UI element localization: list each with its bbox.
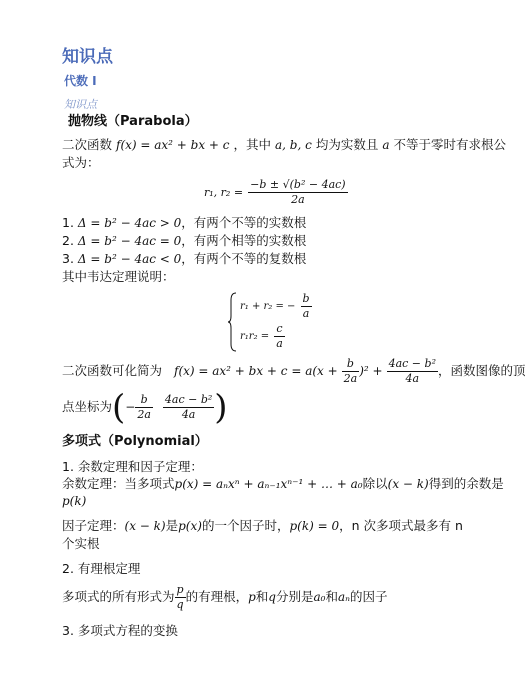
case-1-condition: Δ = b² − 4ac > 0 bbox=[77, 216, 182, 230]
vertex-y-fraction bbox=[163, 393, 214, 422]
simplify-fraction-b bbox=[342, 357, 360, 386]
factor-text-2: 是 bbox=[165, 518, 179, 533]
right-paren-icon: ) bbox=[214, 387, 228, 428]
vertex-minus: − bbox=[125, 400, 136, 414]
case-3-label: 3. bbox=[62, 251, 74, 266]
roots-formula bbox=[204, 178, 348, 207]
rational-text-1: 多项式的所有形式为 bbox=[62, 589, 175, 604]
simplify-b-num: b bbox=[342, 357, 360, 372]
vieta-sum-fraction bbox=[301, 292, 312, 321]
factor-px: p(x) bbox=[178, 519, 202, 533]
simplify-text-1: 二次函数可化简为 bbox=[62, 363, 163, 378]
vieta-system bbox=[228, 292, 310, 352]
rational-an: aₙ bbox=[337, 590, 350, 604]
simplify-b-den: 2a bbox=[343, 372, 358, 385]
quadratic-function: f(x) = ax² + bx + c bbox=[116, 138, 230, 152]
rational-root-line bbox=[62, 582, 388, 612]
section-heading-parabola: 抛物线（Parabola） bbox=[68, 114, 198, 129]
factor-text-1: 因子定理： bbox=[62, 518, 125, 533]
factor-pk: p(k) = 0 bbox=[289, 519, 340, 533]
vertex-x-num: b bbox=[135, 393, 153, 408]
intro-text-line2: 式为： bbox=[62, 155, 100, 170]
remainder-text-1: 余数定理：当多项式 bbox=[62, 476, 175, 491]
factor-line2: 个实根 bbox=[62, 536, 100, 551]
rational-fraction bbox=[175, 583, 186, 612]
case-1-label: 1. bbox=[62, 215, 74, 230]
coefficient-a: a bbox=[382, 138, 390, 152]
factor-text-3: 的一个因子时， bbox=[201, 518, 290, 533]
roots-fraction bbox=[248, 178, 347, 207]
simplify-formula-c: )² + bbox=[359, 364, 383, 378]
parabola-intro-line1 bbox=[62, 136, 506, 154]
vieta-product-den: a bbox=[276, 337, 283, 350]
rational-text-4: 分别是 bbox=[275, 589, 314, 604]
vertex-line bbox=[62, 387, 228, 428]
remainder-value bbox=[62, 492, 86, 510]
remainder-text-3: 得到的余数是 bbox=[428, 476, 504, 491]
intro-text-2: ，其中 bbox=[233, 137, 272, 152]
roots-lhs: r₁, r₂ = bbox=[204, 186, 244, 199]
vieta-product-num: c bbox=[274, 322, 285, 337]
rational-text-2: 的有理根， bbox=[185, 589, 249, 604]
vieta-sum bbox=[240, 292, 312, 321]
remainder-pk: p(k) bbox=[62, 494, 87, 508]
remainder-theorem-line1 bbox=[62, 475, 504, 493]
roots-numerator: −b ± √(b² − 4ac) bbox=[250, 178, 346, 191]
rational-p: p bbox=[176, 583, 184, 596]
factor-xk: (x − k) bbox=[124, 519, 166, 533]
poly-item-1: 1. 余数定理和因子定理： bbox=[62, 459, 203, 474]
intro-text-1: 二次函数 bbox=[62, 137, 113, 152]
case-2-label: 2. bbox=[62, 233, 74, 248]
factor-text-4: ，n 次多项式最多有 n bbox=[339, 518, 463, 533]
case-1 bbox=[62, 214, 306, 232]
coefficients: a, b, c bbox=[275, 138, 312, 152]
simplify-line bbox=[62, 356, 526, 386]
vertex-y-den: 4a bbox=[181, 408, 196, 421]
remainder-divisor: (x − k) bbox=[387, 477, 429, 491]
vieta-product bbox=[240, 322, 285, 351]
case-1-text: ，有两个不等的实数根 bbox=[181, 215, 307, 230]
case-2 bbox=[62, 232, 306, 250]
caption-heading: 知识点 bbox=[64, 98, 97, 111]
vieta-product-fraction bbox=[274, 322, 285, 351]
section-heading-polynomial: 多项式（Polynomial） bbox=[62, 434, 208, 449]
vieta-sum-num: b bbox=[302, 292, 310, 305]
vertex-intro: 点坐标为 bbox=[62, 399, 113, 414]
simplify-formula-a: f(x) = ax² + bx + c = a(x + bbox=[174, 364, 338, 378]
case-3-text: ，有两个不等的复数根 bbox=[181, 251, 307, 266]
simplify-fraction-d bbox=[387, 357, 438, 386]
rational-text-5: 和 bbox=[325, 589, 338, 604]
rational-p2: p bbox=[248, 590, 256, 604]
vertex-x-fraction bbox=[135, 393, 153, 422]
simplify-text-2: ，函数图像的顶 bbox=[437, 363, 526, 378]
rational-text-3: 和 bbox=[255, 589, 269, 604]
sub-heading: 代数 I bbox=[64, 74, 97, 88]
intro-text-3: 均为实数且 bbox=[315, 137, 379, 152]
poly-item-3: 3. 多项式方程的变换 bbox=[62, 623, 178, 638]
roots-denominator: 2a bbox=[291, 193, 305, 206]
rational-q2: q bbox=[268, 590, 276, 604]
left-brace-icon bbox=[228, 292, 238, 352]
poly-item-2: 2. 有理根定理 bbox=[62, 561, 141, 576]
vieta-sum-den: a bbox=[302, 307, 310, 320]
case-2-text: ，有两个相等的实数根 bbox=[181, 233, 307, 248]
vieta-sum-lhs: r₁ + r₂ = − bbox=[240, 301, 296, 312]
vertex-x-den: 2a bbox=[137, 408, 151, 421]
case-3-condition: Δ = b² − 4ac < 0 bbox=[77, 252, 182, 266]
simplify-d-den: 4a bbox=[405, 372, 420, 385]
vieta-intro: 其中韦达定理说明： bbox=[62, 269, 175, 284]
rational-a0: a₀ bbox=[313, 590, 326, 604]
factor-theorem-line1 bbox=[62, 517, 463, 535]
vertex-y-num: 4ac − b² bbox=[164, 393, 213, 406]
intro-text-4: 不等于零时有求根公 bbox=[393, 137, 506, 152]
rational-text-6: 的因子 bbox=[350, 589, 388, 604]
remainder-text-2: 除以 bbox=[362, 476, 388, 491]
simplify-d-num: 4ac − b² bbox=[388, 357, 436, 370]
case-2-condition: Δ = b² − 4ac = 0 bbox=[77, 234, 182, 248]
rational-q: q bbox=[176, 598, 184, 611]
main-heading: 知识点 bbox=[62, 47, 113, 67]
case-3 bbox=[62, 250, 306, 268]
left-paren-icon: ( bbox=[112, 387, 126, 428]
vieta-product-lhs: r₁r₂ = bbox=[240, 331, 270, 342]
remainder-polynomial: p(x) = aₙxⁿ + aₙ₋₁xⁿ⁻¹ + … + a₀ bbox=[174, 477, 363, 491]
